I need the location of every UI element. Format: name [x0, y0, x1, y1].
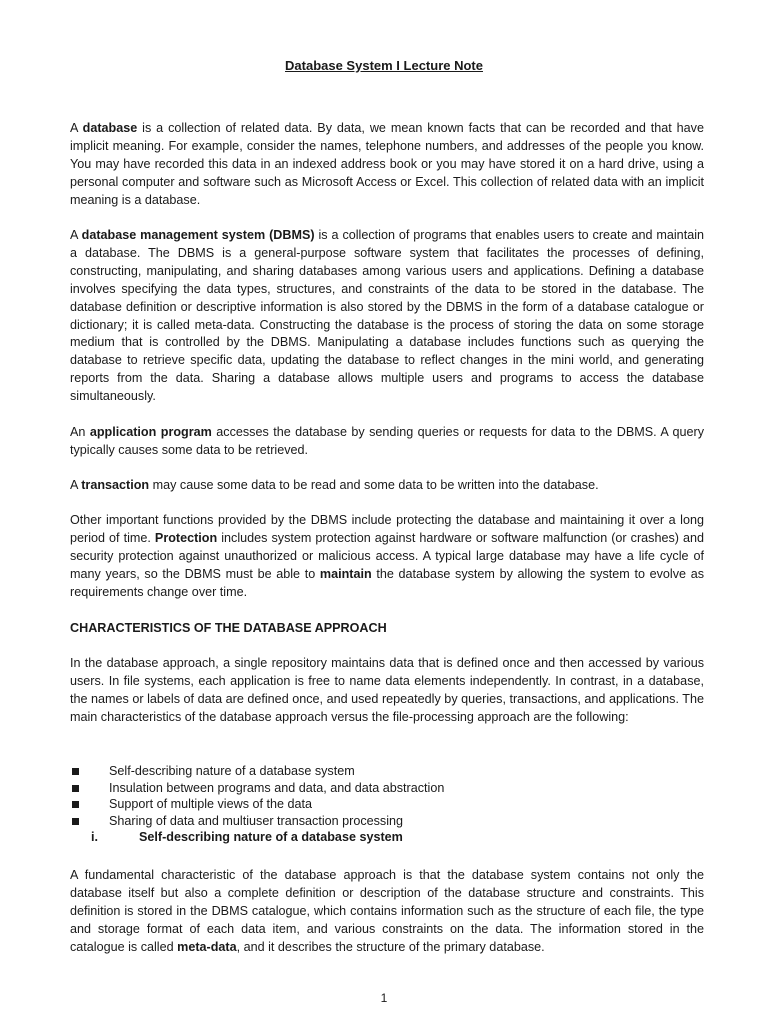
- paragraph-transaction: A transaction may cause some data to be read and some data to be written into the database.: [70, 478, 599, 492]
- paragraph-dbms-functions: Other important functions provided by the DBMS include protecting the database and maintaining it over a long period of time. Protection includes system protection against hardware or software malfunction (or crashes) and security protection against unauthorized or malicious access. A typical large database may have a life cycle of many years, so the DBMS must be able to maintain the database system by allowing the system to evolve as requirements change over time.: [70, 513, 704, 599]
- list-item: Support of multiple views of the data: [70, 796, 704, 813]
- characteristics-list: [70, 763, 704, 829]
- paragraph-application-program: An application program accesses the database by sending queries or requests for data to the DBMS. A query typically causes some data to be retrieved.: [70, 425, 704, 457]
- term-meta-data: meta-data: [177, 939, 237, 954]
- term-dbms: database management system (DBMS): [81, 228, 315, 242]
- term-application-program: application program: [89, 425, 212, 439]
- term-protection: Protection: [154, 530, 218, 545]
- document-title: Database System I Lecture Note: [285, 58, 483, 73]
- paragraph-dbms-definition: A database management system (DBMS) is a collection of programs that enables users to create and maintain a database. The DBMS is a general-purpose software system that facilitates the processes of defining, constructing, manipulating, and sharing databases among various users and applications. Defining a database involves specifying the data types, structures, and constraints of the data to be stored in the database. The database definition or descriptive information is also stored by the DBMS in the form of a database catalogue or dictionary; it is called meta-data. Constructing the database is the process of storing the data on some storage medium that is controlled by the DBMS. Manipulating a database includes functions such as querying the database to retrieve specific data, updating the database to reflect changes in the mini world, and generating reports from the data. Sharing a database allows multiple users and programs to access the database simultaneously.: [70, 228, 704, 404]
- paragraph-database-definition: A database is a collection of related data. By data, we mean known facts that can be recorded and that have implicit meaning. For example, consider the names, telephone numbers, and addresses of the people you know. You may have recorded this data in an indexed address book or you may have stored it on a hard drive, using a personal computer and software such as Microsoft Access or Excel. This collection of related data with an implicit meaning is a database.: [70, 121, 704, 207]
- list-item: Insulation between programs and data, and data abstraction: [70, 780, 704, 797]
- paragraph-self-describing: A fundamental characteristic of the database approach is that the database system contains not only the database itself but also a complete definition or description of the database structure and constraints. This definition is stored in the DBMS catalogue, which contains information such as the structure of each file, the type and storage format of each data item, and various constraints on the data. The information stored in the catalogue is called meta-data, and it describes the structure of the primary database.: [70, 868, 704, 954]
- square-bullet-icon: [72, 785, 79, 792]
- term-database: database: [82, 121, 138, 135]
- square-bullet-icon: [72, 768, 79, 775]
- section-heading: CHARACTERISTICS OF THE DATABASE APPROACH: [70, 621, 387, 635]
- page-number: 1: [380, 991, 388, 1005]
- square-bullet-icon: [72, 801, 79, 808]
- square-bullet-icon: [72, 818, 79, 825]
- subsection-heading: i. Self-describing nature of a database system: [91, 830, 403, 844]
- list-item: Sharing of data and multiuser transaction processing: [70, 813, 704, 830]
- list-item: Self-describing nature of a database system: [70, 763, 704, 780]
- paragraph-database-approach: In the database approach, a single repository maintains data that is defined once and then accessed by various users. In file systems, each application is free to name data elements independently. In contrast, in a database, the names or labels of data are defined once, and used repeatedly by queries, transactions, and applications. The main characteristics of the database approach versus the file-processing approach are the following:: [70, 656, 704, 724]
- term-maintain: maintain: [319, 566, 372, 581]
- term-transaction: transaction: [81, 478, 150, 492]
